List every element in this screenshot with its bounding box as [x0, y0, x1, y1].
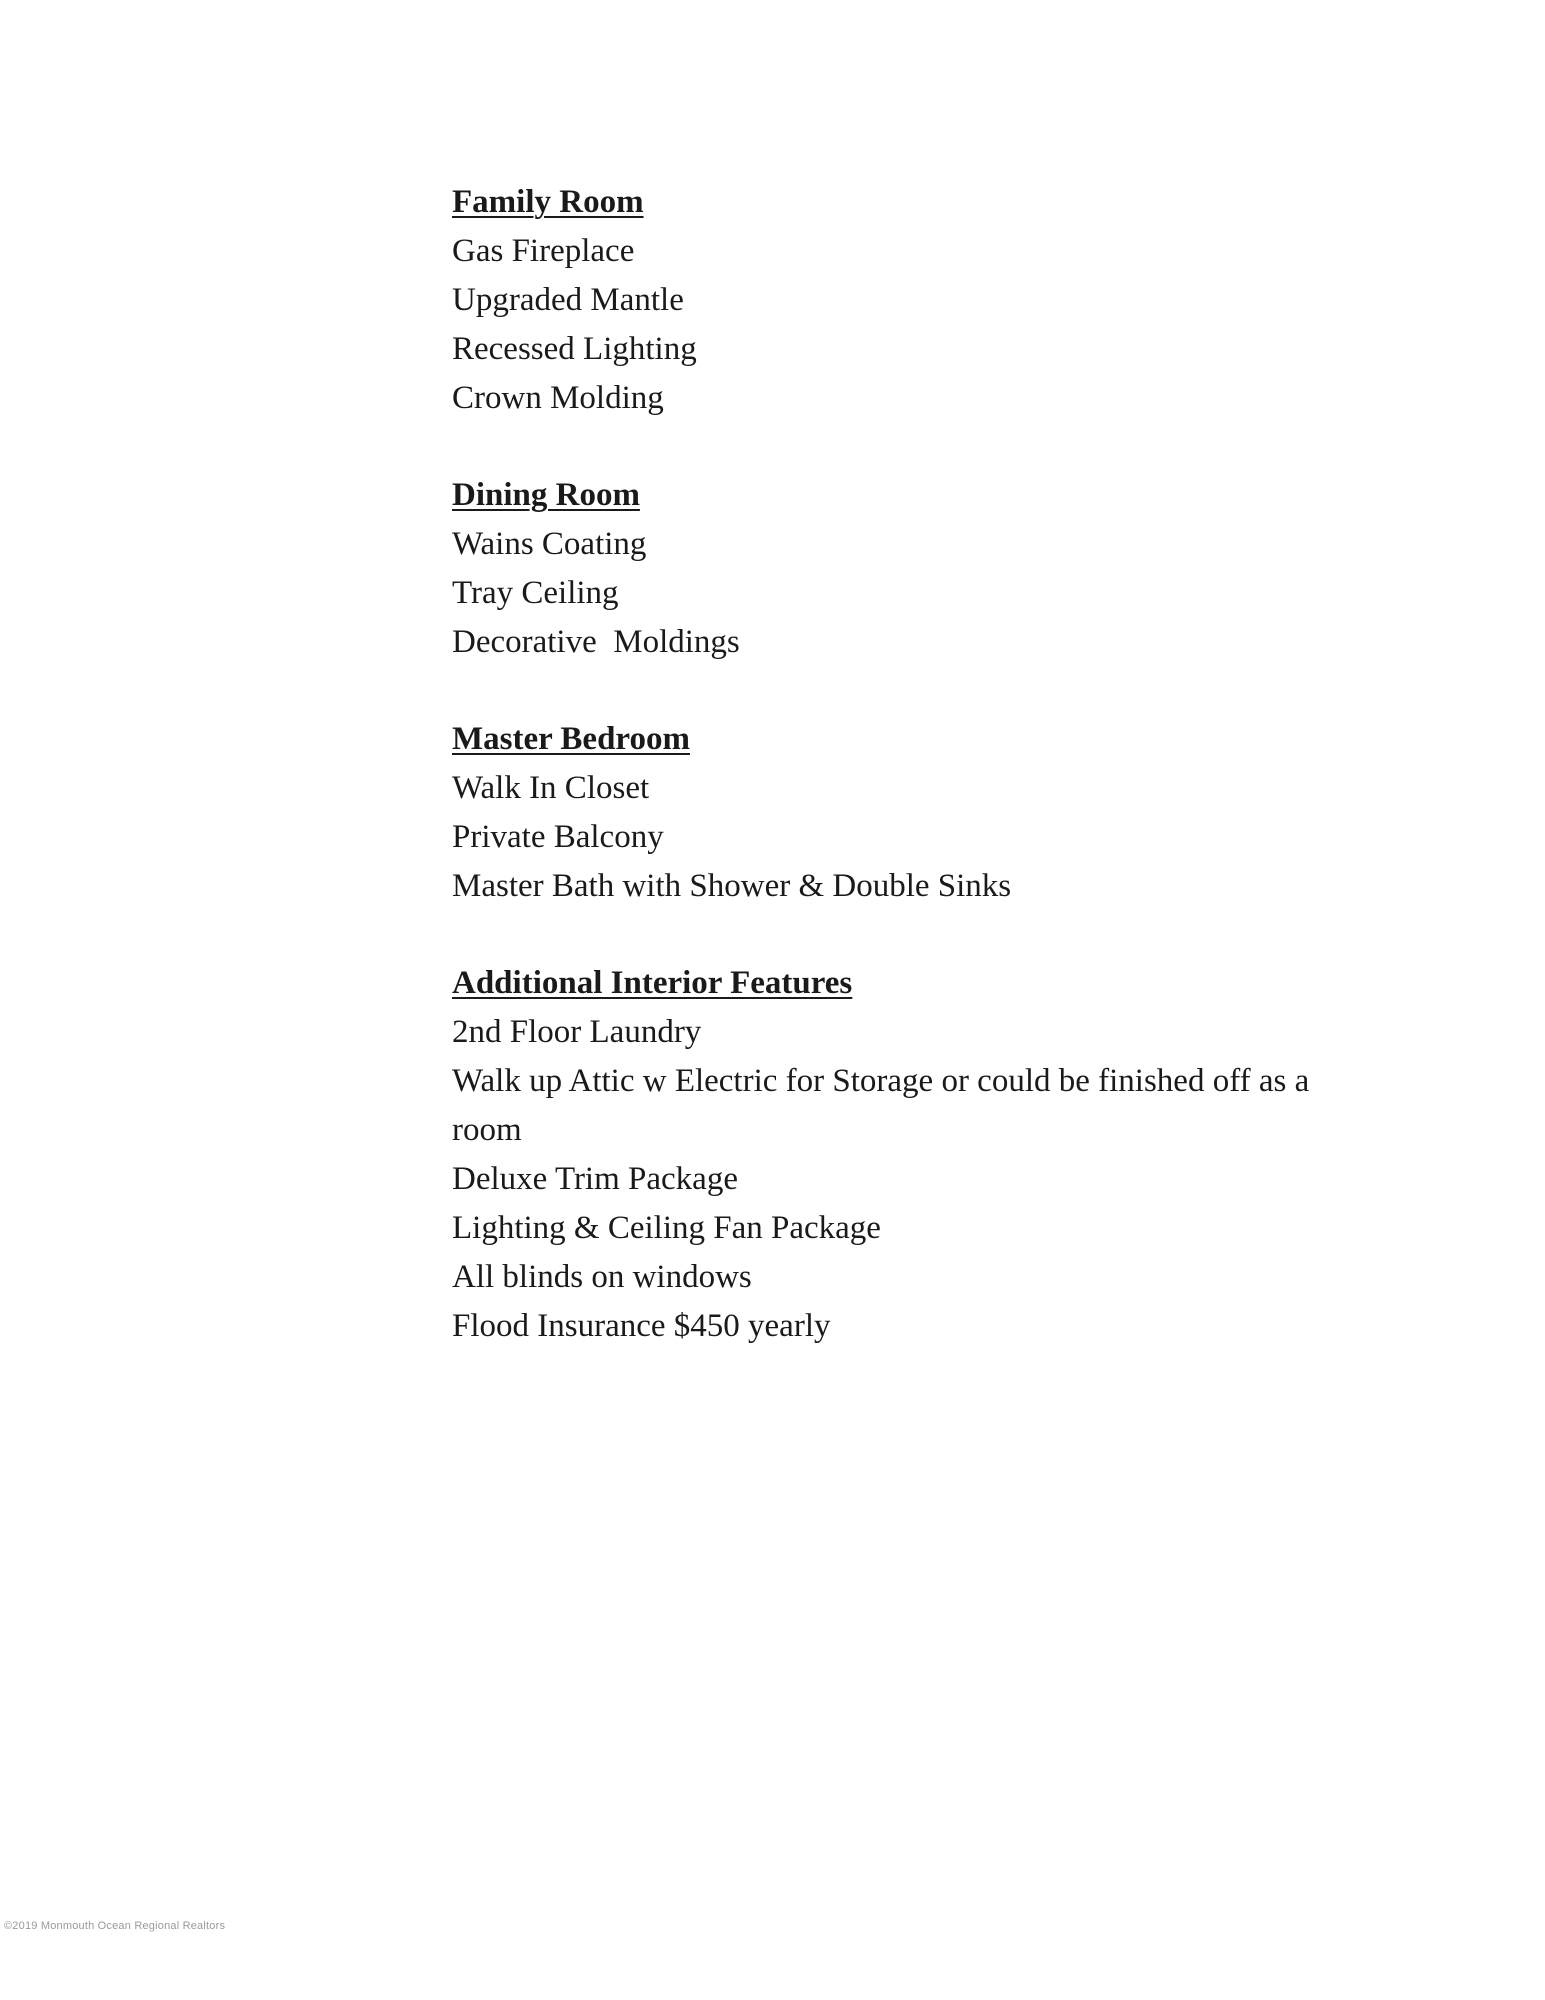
section-heading: Master Bedroom	[452, 721, 690, 757]
feature-item: Gas Fireplace	[452, 233, 635, 269]
section-heading: Family Room	[452, 184, 644, 220]
feature-item: Decorative Moldings	[452, 624, 740, 660]
feature-item: Flood Insurance $450 yearly	[452, 1308, 831, 1344]
feature-item: Tray Ceiling	[452, 575, 619, 611]
section-dining-room	[452, 471, 1382, 667]
feature-item: Walk In Closet	[452, 770, 650, 806]
feature-item: Wains Coating	[452, 526, 647, 562]
section-master-bedroom	[452, 715, 1382, 911]
section-family-room	[452, 178, 1382, 423]
feature-item: All blinds on windows	[452, 1259, 752, 1295]
feature-item: Lighting & Ceiling Fan Package	[452, 1210, 881, 1246]
feature-item: Private Balcony	[452, 819, 664, 855]
features-list	[452, 178, 1382, 1399]
section-heading: Additional Interior Features	[452, 965, 853, 1001]
section-heading: Dining Room	[452, 477, 640, 513]
feature-item: Deluxe Trim Package	[452, 1161, 738, 1197]
feature-item: Master Bath with Shower & Double Sinks	[452, 868, 1012, 904]
feature-item: Recessed Lighting	[452, 331, 697, 367]
feature-item: Upgraded Mantle	[452, 282, 684, 318]
section-additional-interior-features	[452, 959, 1382, 1351]
feature-item: 2nd Floor Laundry	[452, 1014, 702, 1050]
feature-item: Walk up Attic w Electric for Storage or could be finished off as a room	[452, 1063, 1318, 1148]
copyright-watermark: ©2019 Monmouth Ocean Regional Realtors	[4, 1920, 226, 1932]
feature-item: Crown Molding	[452, 380, 664, 416]
